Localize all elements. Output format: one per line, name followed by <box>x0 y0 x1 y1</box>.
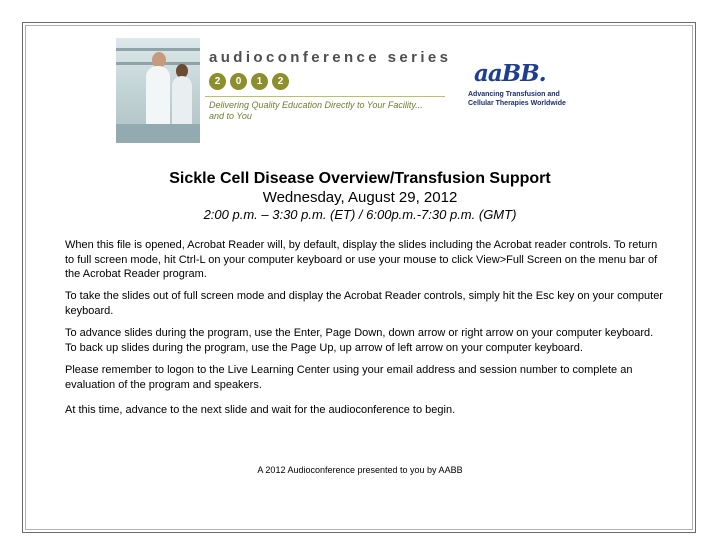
lab-photo <box>116 38 200 143</box>
aabb-logo-mark: aaBB. <box>474 60 546 87</box>
instructions-paragraph-advance: At this time, advance to the next slide and wait for the audioconference to begin. <box>65 404 456 416</box>
event-date: Wednesday, August 29, 2012 <box>262 189 458 206</box>
instructions-paragraph-navigate: To advance slides during the program, use the Enter, Page Down, down arrow or right arrow on your computer keyboard. To back up slides during the program, use the Page Up, up arrow of left arrow on your computer keyboard. <box>65 327 654 354</box>
banner-tagline <box>209 100 439 122</box>
series-title: audioconference series <box>209 49 452 66</box>
page-title: Sickle Cell Disease Overview/Transfusion Support <box>169 170 551 187</box>
instructions-paragraph-exit: To take the slides out of full screen mode and display the Acrobat Reader controls, simply hit the Esc key on your computer keyboard. <box>65 290 663 317</box>
audioconference-banner <box>116 38 566 143</box>
year-digit: 2 <box>272 73 289 90</box>
logo-subtitle-line1: Advancing Transfusion and <box>468 91 560 98</box>
footer-credit: A 2012 Audioconference presented to you by AABB <box>257 465 463 475</box>
event-time: 2:00 p.m. – 3:30 p.m. (ET) / 6:00p.m.-7:30 p.m. (GMT) <box>203 207 517 222</box>
year-badges <box>209 73 289 90</box>
tagline-text: Delivering Quality Education Directly to Your Facility... and to You <box>209 100 423 121</box>
year-digit: 0 <box>230 73 247 90</box>
year-digit: 2 <box>209 73 226 90</box>
logo-subtitle-line2: Cellular Therapies Worldwide <box>468 100 566 107</box>
year-digit: 1 <box>251 73 268 90</box>
instructions-paragraph-logon: Please remember to logon to the Live Learning Center using your email address and session number to complete an evaluation of the program and speakers. <box>65 364 633 391</box>
aabb-logo <box>468 60 568 108</box>
instructions-paragraph-open: When this file is opened, Acrobat Reader will, by default, display the slides including the Acrobat reader controls. To return to full screen mode, hit Ctrl-L on your computer keyboard or use your mouse to click View>Full Screen on the menu bar of the Acrobat Reader program. <box>65 239 658 280</box>
